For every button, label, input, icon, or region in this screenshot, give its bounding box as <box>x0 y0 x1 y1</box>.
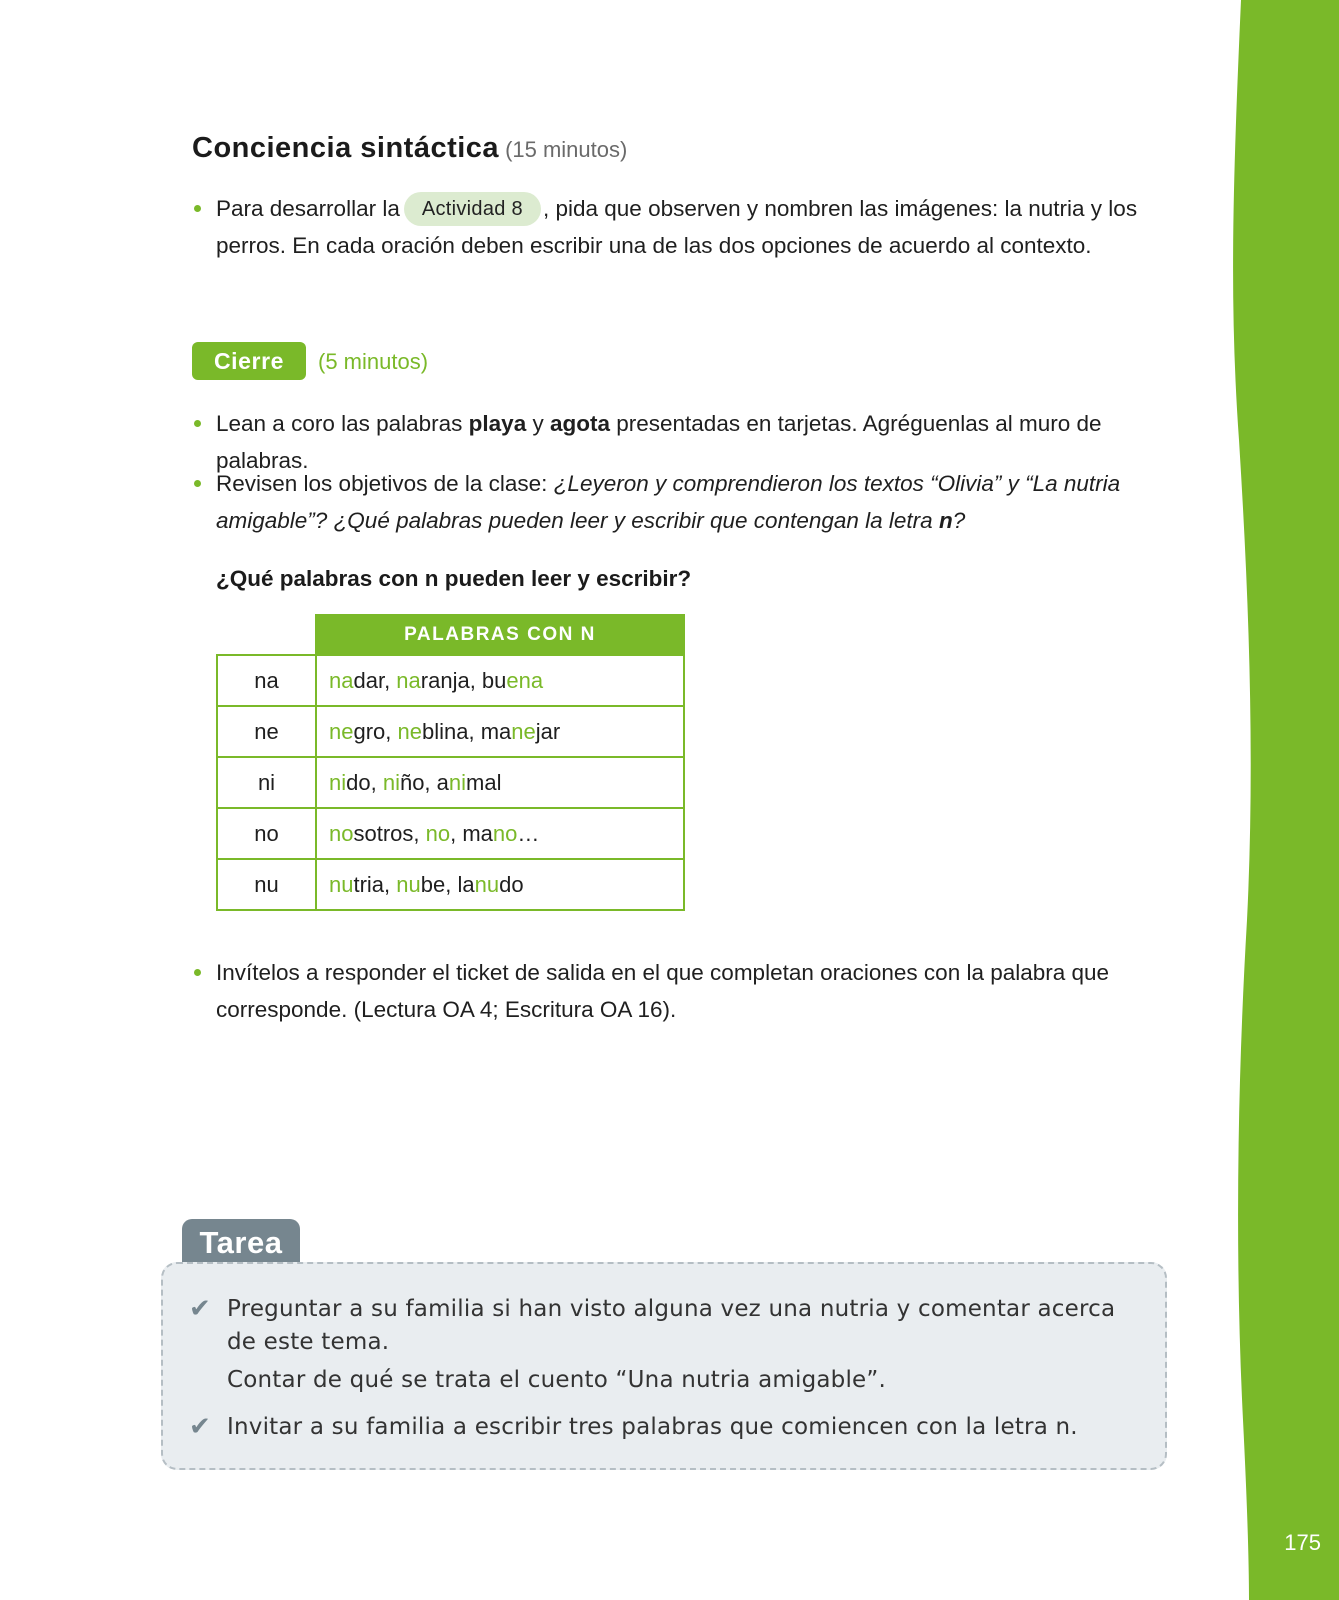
highlighted-syllable: ni <box>329 769 347 795</box>
highlighted-syllable: na <box>329 667 354 693</box>
word-fragment: ranja, bu <box>420 667 507 693</box>
check-icon: ✔ <box>189 1294 211 1324</box>
examples-cell <box>316 706 684 757</box>
word-fragment: do <box>499 871 524 897</box>
word-fragment: gro, <box>353 718 398 744</box>
syllable-cell: no <box>217 808 316 859</box>
bold-letter: n <box>938 508 953 533</box>
bullet-ticket-salida: Invítelos a responder el ticket de salida en el que completan oraciones con la palabra que corresponde. (Lectura OA 4; Escritura OA 16). <box>216 954 1171 1028</box>
highlighted-syllable: no <box>425 820 451 846</box>
activity-chip: Actividad 8 <box>404 192 541 226</box>
bullet-text: Lean a coro las palabras <box>216 411 469 436</box>
word-fragment: dar, <box>353 667 397 693</box>
highlighted-syllable: na <box>396 667 421 693</box>
bullet-text: Para desarrollar la <box>216 196 400 221</box>
italic-question: ? <box>952 508 966 533</box>
highlighted-syllable: ena <box>506 667 544 693</box>
table-row <box>217 859 684 910</box>
syllable-cell: nu <box>217 859 316 910</box>
italic-question: ¿Leyeron y comprendieron los textos “Olivia” y “La nutria amigable”? ¿Qué palabras pueden leer y escribir que contengan la letra <box>216 471 1121 533</box>
examples-cell <box>316 655 684 706</box>
task-text: Contar de qué se trata el cuento “Una nutria amigable”. <box>227 1367 887 1393</box>
check-icon: ✔ <box>189 1412 211 1442</box>
highlighted-syllable: nu <box>474 871 500 897</box>
table-row <box>217 808 684 859</box>
section-duration: (15 minutos) <box>505 137 628 162</box>
bullet-text: , pida que observen y nombren las imágenes: la nutria y los perros. En cada oración deben escribir una de las dos opciones de acuerdo al contexto. <box>216 196 1138 258</box>
examples-cell <box>316 859 684 910</box>
highlighted-syllable: ne <box>511 718 536 744</box>
word-fragment: … <box>517 820 540 846</box>
word-fragment: sotros, <box>353 820 426 846</box>
examples-cell <box>316 808 684 859</box>
table-question: ¿Qué palabras con n pueden leer y escribir? <box>216 566 692 591</box>
syllable-cell: na <box>217 655 316 706</box>
highlighted-syllable: nu <box>329 871 354 897</box>
tarea-tab: Tarea <box>182 1219 300 1265</box>
page-number: 175 <box>1284 1530 1321 1555</box>
bullet-actividad <box>216 190 1171 264</box>
cierre-duration: (5 minutos) <box>318 349 429 374</box>
bullet-text: Revisen los objetivos de la clase: <box>216 471 554 496</box>
task-item <box>189 1293 1127 1397</box>
cierre-badge: Cierre <box>192 342 306 380</box>
highlighted-syllable: ne <box>329 718 354 744</box>
table-header: PALABRAS CON N <box>316 615 684 655</box>
side-band <box>1229 0 1339 1600</box>
word-fragment: do, <box>346 769 383 795</box>
word-fragment: ño, a <box>399 769 449 795</box>
highlighted-syllable: ni <box>448 769 467 795</box>
words-table <box>216 614 685 911</box>
bullet-text: y <box>526 411 550 436</box>
section-title-conciencia <box>192 132 627 165</box>
task-text: Preguntar a su familia si han visto alguna vez una nutria y comentar acerca de este tema. <box>227 1296 1116 1355</box>
highlighted-syllable: nu <box>396 871 421 897</box>
bullet-revisen <box>216 465 1171 539</box>
word-fragment: jar <box>535 718 561 744</box>
examples-cell <box>316 757 684 808</box>
syllable-cell: ni <box>217 757 316 808</box>
word-fragment: tria, <box>353 871 397 897</box>
table-row <box>217 706 684 757</box>
task-item <box>189 1411 1127 1444</box>
bold-word: agota <box>549 411 610 436</box>
highlighted-syllable: ne <box>397 718 422 744</box>
word-fragment: be, la <box>420 871 475 897</box>
syllable-cell: ne <box>217 706 316 757</box>
word-fragment: mal <box>466 769 502 795</box>
bold-word: playa <box>468 411 527 436</box>
table-corner <box>217 615 316 655</box>
highlighted-syllable: no <box>329 820 354 846</box>
task-text: Invitar a su familia a escribir tres palabras que comiencen con la letra n. <box>227 1414 1078 1440</box>
highlighted-syllable: ni <box>382 769 400 795</box>
word-fragment: , ma <box>450 820 493 846</box>
section-title-text: Conciencia sintáctica <box>192 132 500 164</box>
table-row <box>217 757 684 808</box>
table-row <box>217 655 684 706</box>
bullet-text: presentadas en tarjetas. Agréguenlas al muro de palabras. <box>216 411 1102 473</box>
word-fragment: blina, ma <box>422 718 512 744</box>
highlighted-syllable: no <box>492 820 518 846</box>
